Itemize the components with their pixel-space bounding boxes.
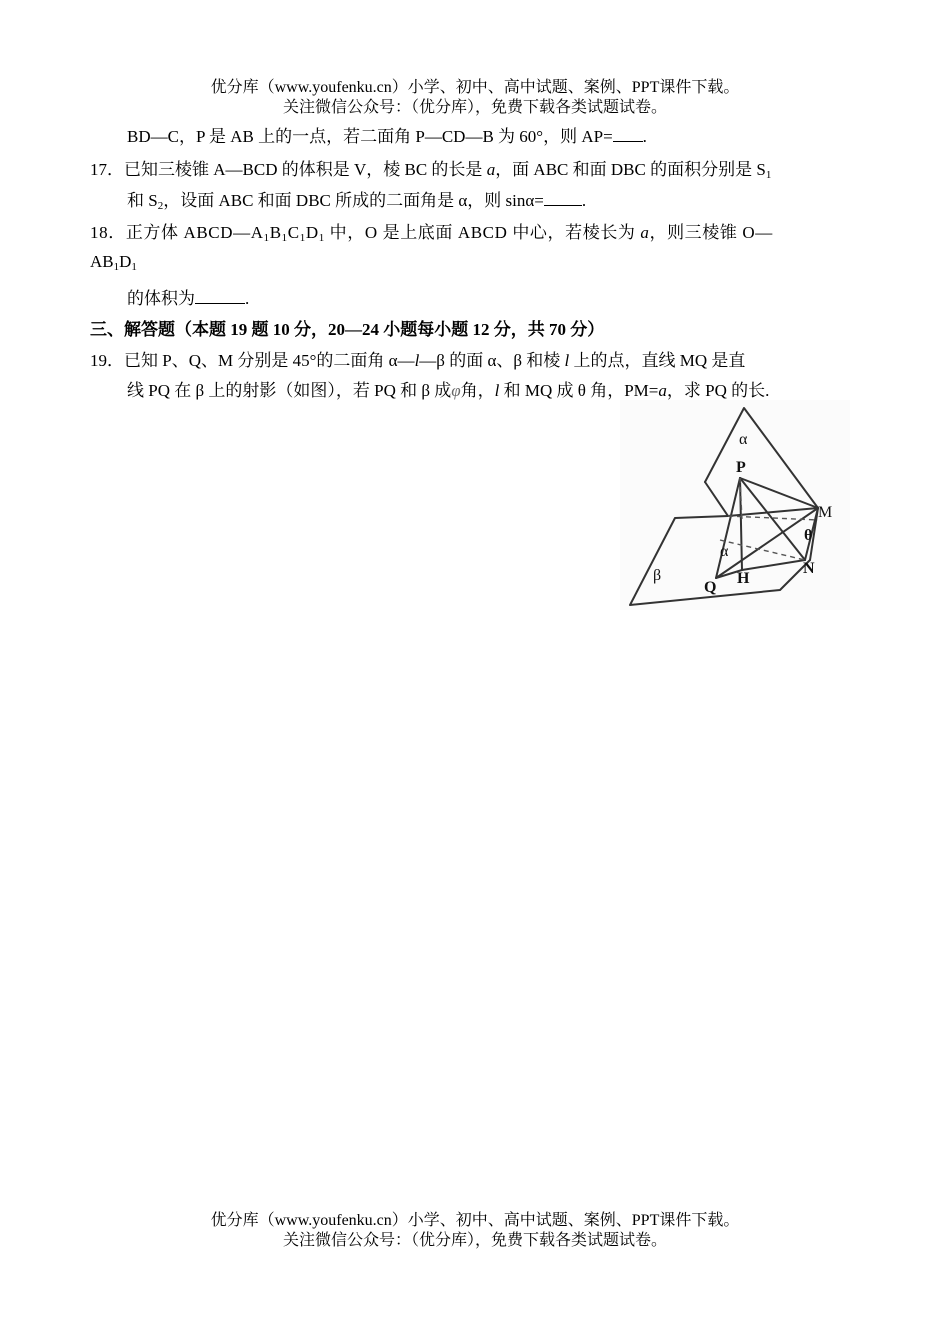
variable-l: l xyxy=(494,381,500,400)
question-number: 17． xyxy=(90,160,124,179)
q17-text: 已知三棱锥 A—BCD 的体积是 V，棱 BC 的长是 xyxy=(124,160,487,179)
footer-line-1: 优分库（www.youfenku.cn）小学、初中、高中试题、案例、PPT课件下载。 xyxy=(210,1212,740,1229)
label-N: N xyxy=(803,560,815,577)
q16-text: BD—C，P 是 AB 上的一点，若二面角 P—CD—B 为 60°，则 AP= xyxy=(127,127,613,146)
question-number: 18． xyxy=(90,223,126,242)
question-16-tail xyxy=(127,122,647,147)
q19-text: 和 MQ 成 θ 角，PM= xyxy=(499,381,659,400)
question-19-line-1 xyxy=(90,346,745,371)
answer-blank xyxy=(544,190,582,206)
variable-l: l xyxy=(564,351,570,370)
label-M: M xyxy=(818,504,833,521)
q17-period: . xyxy=(581,191,587,210)
q17-text: 和 S xyxy=(127,191,158,210)
answer-blank xyxy=(613,126,643,142)
label-P: P xyxy=(736,459,746,476)
label-alpha-top: α xyxy=(739,431,748,448)
subscript: 1 xyxy=(113,261,120,273)
label-alpha-small: α xyxy=(720,543,729,560)
q18-text: D xyxy=(305,223,319,242)
label-theta: θ xyxy=(804,527,813,544)
subscript: 1 xyxy=(281,232,288,244)
q17-text: ，面 ABC 和面 DBC 的面积分别是 S xyxy=(495,160,766,179)
header-line-2: 关注微信公众号：（优分库），免费下载各类试题试卷。 xyxy=(282,99,667,116)
subscript: 1 xyxy=(765,169,772,181)
question-18-line-1 xyxy=(90,218,773,243)
dihedral-angle-figure xyxy=(620,400,850,610)
q16-period: . xyxy=(642,127,647,146)
q17-text: ，设面 ABC 和面 DBC 所成的二面角是 α，则 sinα= xyxy=(163,191,544,210)
label-beta: β xyxy=(653,567,662,584)
footer-line-2: 关注微信公众号：（优分库），免费下载各类试题试卷。 xyxy=(282,1232,667,1249)
label-Q: Q xyxy=(704,579,717,596)
q18-text: B xyxy=(269,223,282,242)
q19-text: 上的点，直线 MQ 是直 xyxy=(569,351,746,370)
header-line-1: 优分库（www.youfenku.cn）小学、初中、高中试题、案例、PPT课件下载。 xyxy=(210,79,740,96)
subscript: 1 xyxy=(131,261,137,273)
subscript: 2 xyxy=(157,200,164,212)
q18-text: C xyxy=(287,223,300,242)
q19-text: ，求 PQ 的长. xyxy=(666,381,770,400)
question-17-line-2 xyxy=(127,186,586,211)
q19-text: 角， xyxy=(460,381,495,400)
q19-text: —β 的面 α、β 和棱 xyxy=(419,351,565,370)
q18-text: 正方体 ABCD—A xyxy=(125,223,264,242)
section-title: 三、解答题（本题 19 题 10 分，20—24 小题每小题 12 分，共 70 分） xyxy=(90,320,605,339)
question-number: 19． xyxy=(90,351,124,370)
variable-a: a xyxy=(658,381,667,400)
subscript: 1 xyxy=(318,232,325,244)
subscript: 1 xyxy=(299,232,306,244)
q18-text: 的体积为 xyxy=(127,289,195,308)
question-17-line-1 xyxy=(90,155,771,180)
variable-phi: φ xyxy=(451,381,461,400)
q18-period: . xyxy=(245,289,250,308)
label-H: H xyxy=(737,570,750,587)
q18-text: D xyxy=(119,252,132,271)
variable-a: a xyxy=(640,223,650,242)
variable-a: a xyxy=(486,160,496,179)
variable-l: l xyxy=(414,351,420,370)
q18-text: 中，O 是上底面 ABCD 中心，若棱长为 xyxy=(324,223,641,242)
q18-text: AB xyxy=(90,252,114,271)
q19-text: 已知 P、Q、M 分别是 45°的二面角 α— xyxy=(124,351,415,370)
q18-text: ，则三棱锥 O— xyxy=(649,223,773,242)
subscript: 1 xyxy=(263,232,270,244)
answer-blank xyxy=(195,288,245,304)
question-18-line-3 xyxy=(127,284,249,309)
question-19-line-2 xyxy=(127,376,769,401)
q19-text: 线 PQ 在 β 上的射影（如图），若 PQ 和 β 成 xyxy=(127,381,452,400)
question-18-line-2 xyxy=(90,252,137,272)
